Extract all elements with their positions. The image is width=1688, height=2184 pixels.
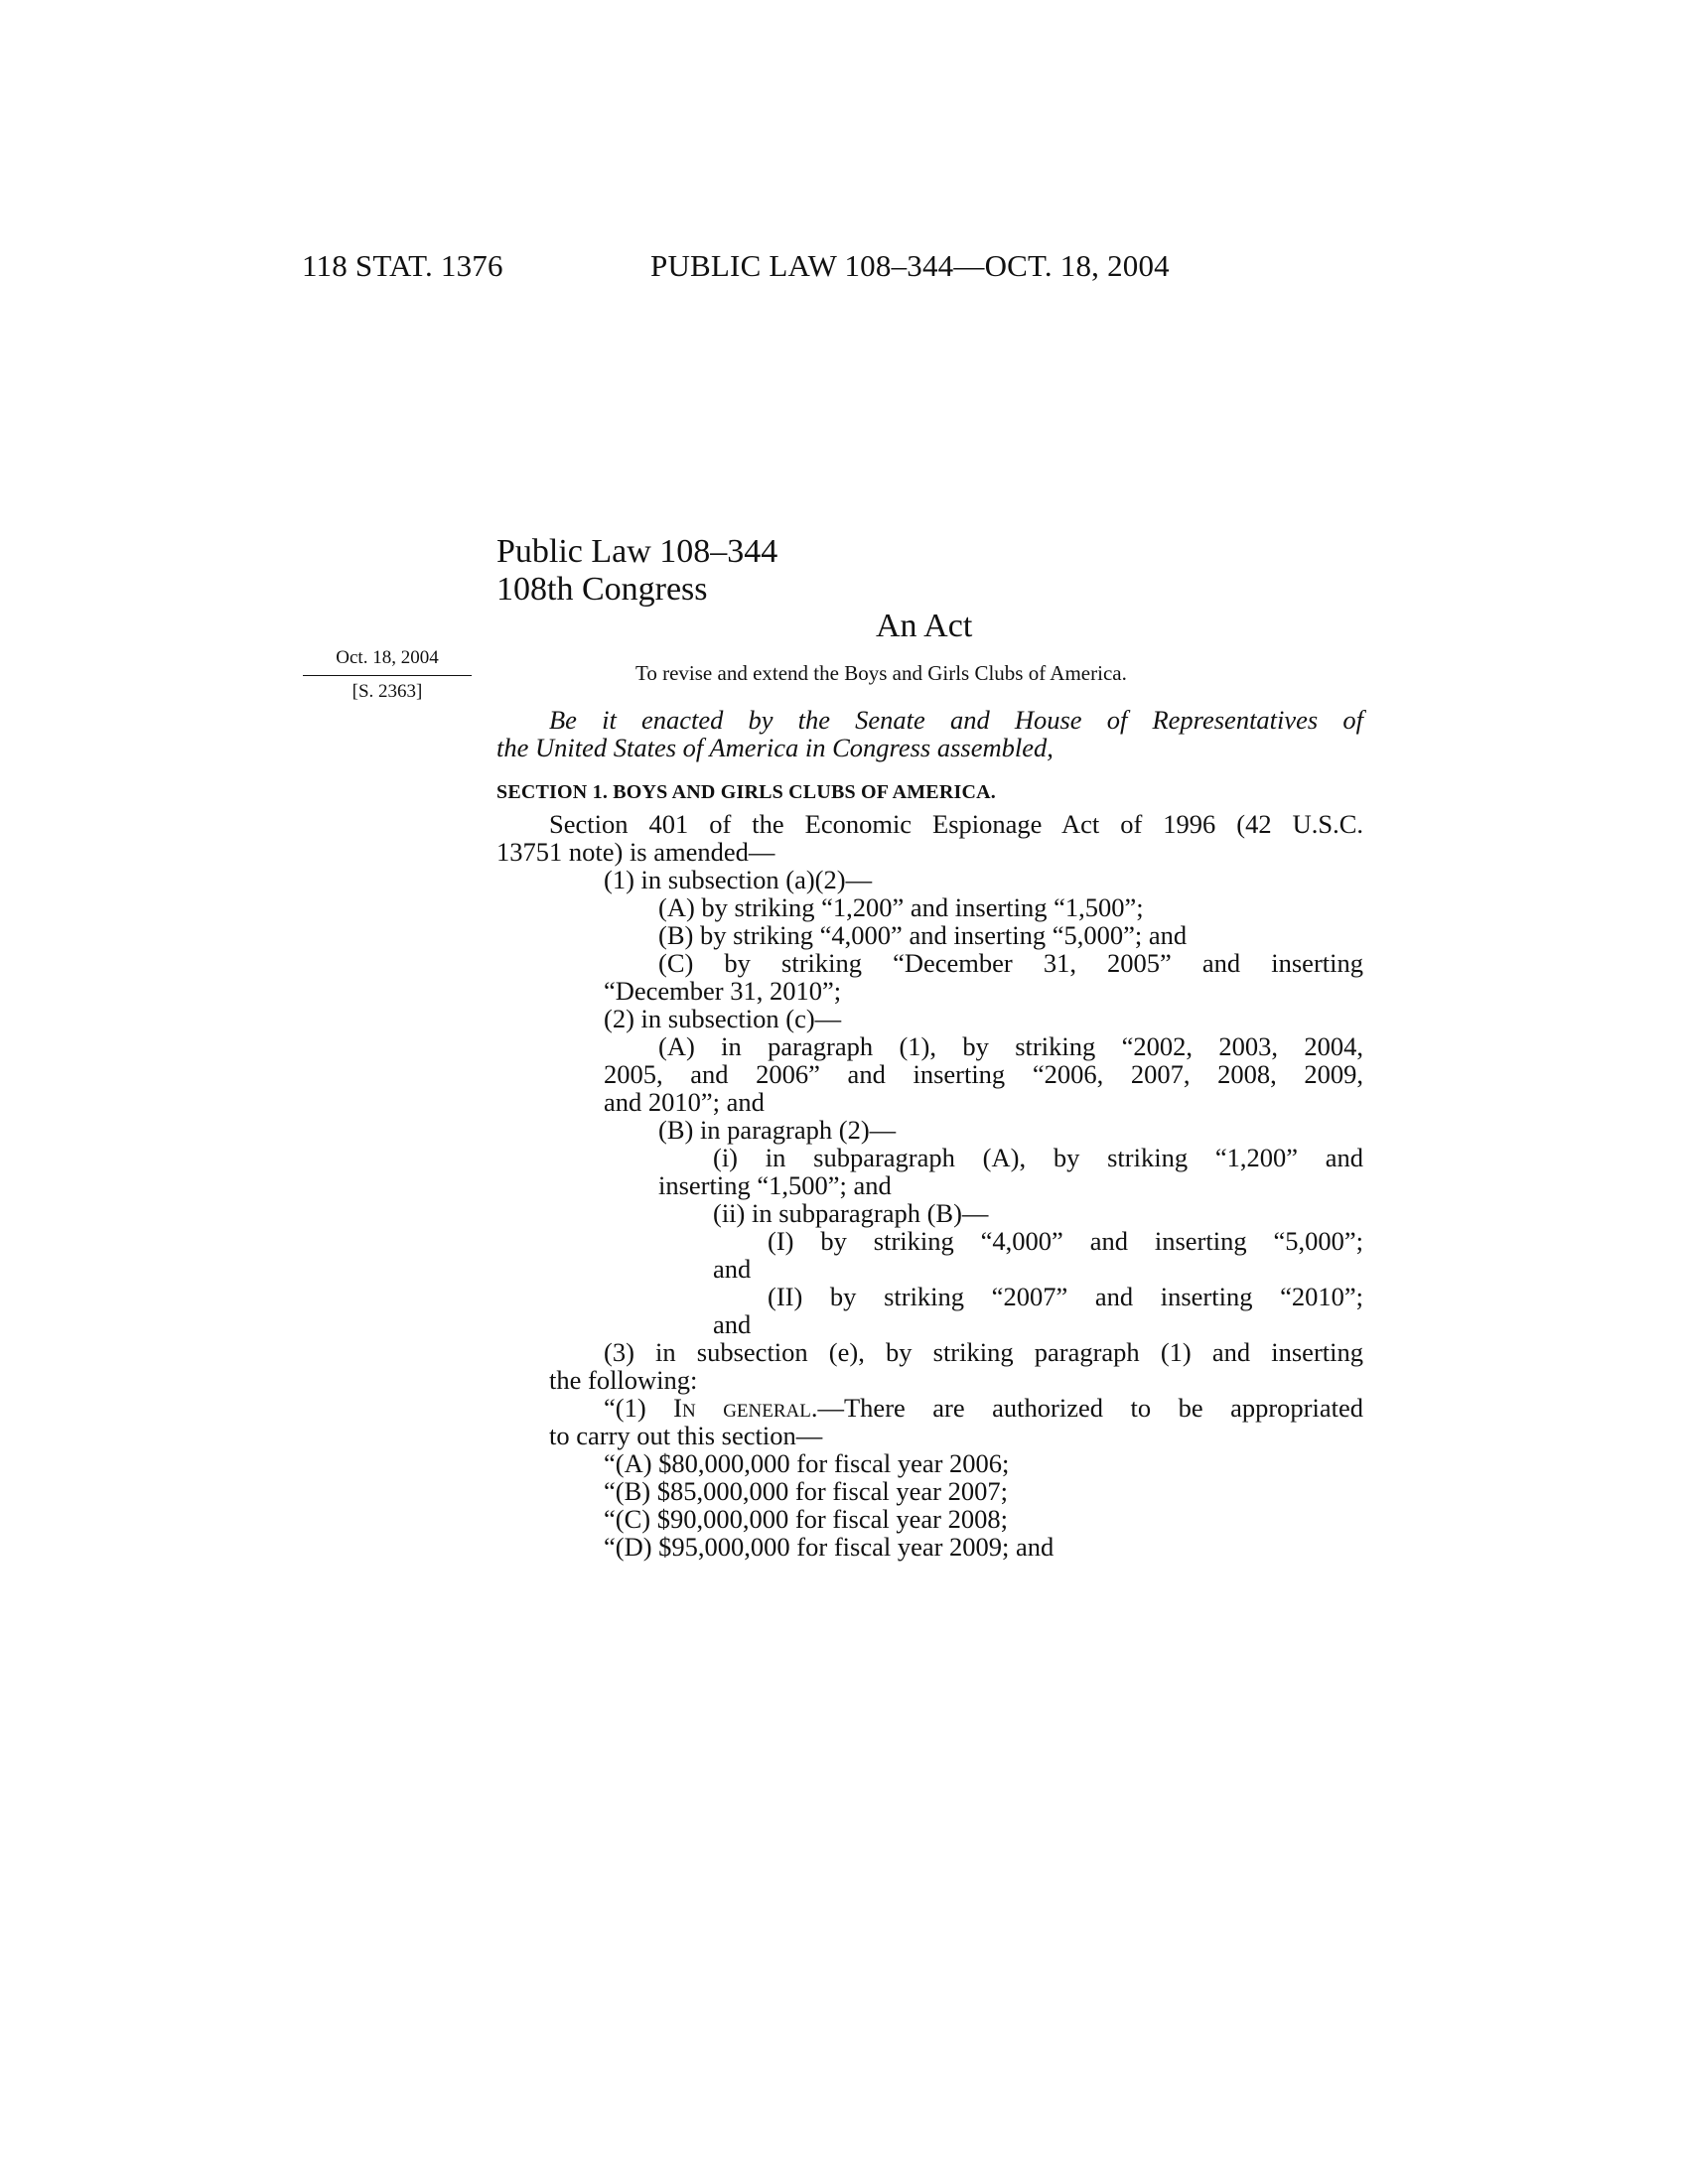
subclause-I: (I) by striking “4,000” and inserting “5,000”; bbox=[768, 1226, 1363, 1256]
act-heading: An Act bbox=[876, 608, 973, 644]
section-text-line: Section 401 of the Economic Espionage Act of 1996 (42 U.S.C. bbox=[549, 809, 1363, 839]
clause-2Bi: (i) in subparagraph (A), by striking “1,200” and bbox=[713, 1143, 1363, 1172]
enacting-clause-line: the United States of America in Congress assembled, bbox=[496, 733, 1054, 762]
margin-date-note: Oct. 18, 2004 bbox=[336, 647, 439, 668]
quote-open: “(1) bbox=[604, 1393, 674, 1423]
paragraph-text: .—There are authorized to be appropriated bbox=[810, 1393, 1363, 1423]
inserted-paragraph-1-cont: to carry out this section— bbox=[549, 1421, 823, 1450]
act-purpose: To revise and extend the Boys and Girls Clubs of America. bbox=[635, 661, 1127, 685]
subparagraph-1C: (C) by striking “December 31, 2005” and inserting bbox=[658, 948, 1363, 978]
subclause-I-cont: and bbox=[713, 1254, 752, 1284]
fiscal-year-item: “(D) $95,000,000 for fiscal year 2009; and bbox=[604, 1532, 1055, 1562]
paragraph-1: (1) in subsection (a)(2)— bbox=[604, 865, 873, 894]
running-title: PUBLIC LAW 108–344—OCT. 18, 2004 bbox=[650, 248, 1170, 283]
congress-number: 108th Congress bbox=[496, 571, 708, 608]
paragraph-2: (2) in subsection (c)— bbox=[604, 1004, 842, 1033]
enacting-clause-line: Be it enacted by the Senate and House of Representatives of bbox=[549, 705, 1363, 735]
margin-rule bbox=[303, 675, 472, 676]
subclause-II: (II) by striking “2007” and inserting “2010”; bbox=[768, 1282, 1363, 1311]
subparagraph-2A-cont: and 2010”; and bbox=[604, 1087, 765, 1117]
paragraph-heading: In general bbox=[673, 1393, 811, 1423]
subparagraph-2A: (A) in paragraph (1), by striking “2002, 2003, 2004, bbox=[658, 1031, 1363, 1061]
subparagraph-1C-cont: “December 31, 2010”; bbox=[604, 976, 842, 1006]
subparagraph-1B: (B) by striking “4,000” and inserting “5,000”; and bbox=[658, 920, 1188, 950]
fiscal-year-item: “(B) $85,000,000 for fiscal year 2007; bbox=[604, 1476, 1008, 1506]
subclause-II-cont: and bbox=[713, 1309, 752, 1339]
section-text-line: 13751 note) is amended— bbox=[496, 837, 775, 867]
subparagraph-2A-cont: 2005, and 2006” and inserting “2006, 2007, 2008, 2009, bbox=[604, 1059, 1363, 1089]
paragraph-3-cont: the following: bbox=[549, 1365, 698, 1395]
fiscal-year-item: “(A) $80,000,000 for fiscal year 2006; bbox=[604, 1448, 1010, 1478]
subparagraph-1A: (A) by striking “1,200” and inserting “1,500”; bbox=[658, 892, 1144, 922]
fiscal-year-item: “(C) $90,000,000 for fiscal year 2008; bbox=[604, 1504, 1008, 1534]
subparagraph-2B: (B) in paragraph (2)— bbox=[658, 1115, 897, 1145]
inserted-paragraph-1 bbox=[604, 1394, 1363, 1422]
margin-bill-number: [S. 2363] bbox=[352, 681, 423, 702]
public-law-title: Public Law 108–344 bbox=[496, 533, 778, 570]
section-heading: SECTION 1. BOYS AND GIRLS CLUBS OF AMERICA. bbox=[496, 781, 996, 803]
statute-page-number: 118 STAT. 1376 bbox=[302, 248, 503, 283]
clause-2Bi-cont: inserting “1,500”; and bbox=[658, 1170, 892, 1200]
clause-2Bii: (ii) in subparagraph (B)— bbox=[713, 1198, 989, 1228]
paragraph-3: (3) in subsection (e), by striking paragraph (1) and inserting bbox=[604, 1337, 1363, 1367]
